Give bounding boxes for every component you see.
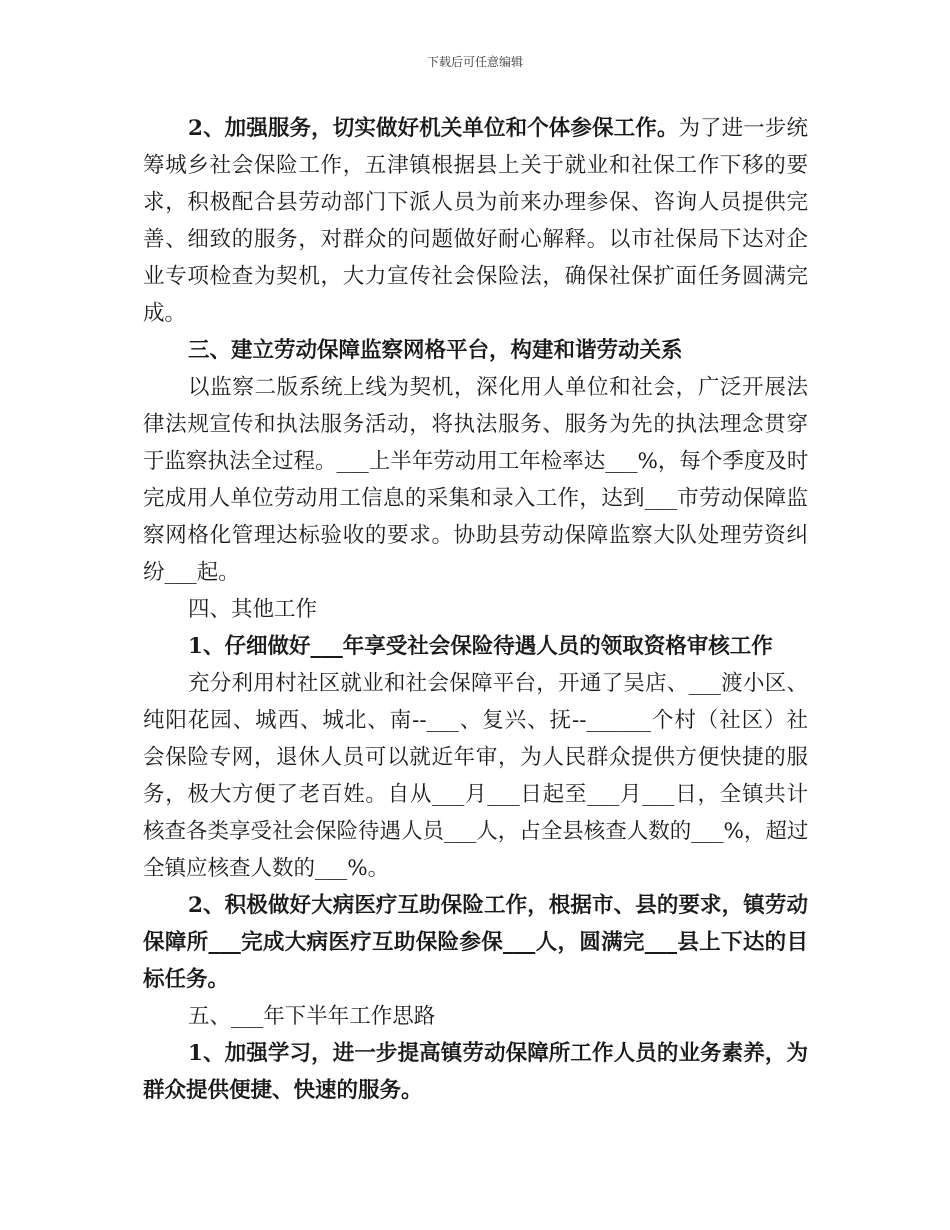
paragraph-line: 善、细致的服务，对群众的问题做好耐心解释。以市社保局下达对企 bbox=[143, 227, 808, 252]
paragraph-line: 于监察执法全过程。___上半年劳动用工年检率达___%，每个季度及时 bbox=[143, 449, 809, 474]
paragraph-line: 群众提供便捷、快速的服务。 bbox=[143, 1078, 423, 1103]
paragraph-text: 为了进一步统 bbox=[678, 116, 808, 141]
paragraph-line: 1、加强学习，进一步提高镇劳动保障所工作人员的业务素养，为 bbox=[188, 1041, 808, 1066]
paragraph-line: 全镇应核查人数的___%。 bbox=[143, 856, 390, 881]
paragraph-line: 2、积极做好大病医疗互助保险工作，根据市、县的要求，镇劳动 bbox=[188, 893, 808, 918]
paragraph-line: 核查各类享受社会保险待遇人员___人，占全县核查人数的___%，超过 bbox=[143, 819, 809, 844]
paragraph-line: 充分利用村社区就业和社会保障平台，开通了吴店、___渡小区、 bbox=[188, 671, 808, 696]
paragraph-line: 筹城乡社会保险工作，五津镇根据县上关于就业和社保工作下移的要 bbox=[143, 153, 808, 178]
paragraph-line: 察网格化管理达标验收的要求。协助县劳动保障监察大队处理劳资纠 bbox=[143, 523, 808, 548]
paragraph-line: 完成用人单位劳动用工信息的采集和录入工作，达到___市劳动保障监 bbox=[143, 486, 808, 511]
paragraph-line: 律法规宣传和执法服务活动，将执法服务、服务为先的执法理念贯穿 bbox=[143, 412, 808, 437]
section-heading: 四、其他工作 bbox=[188, 597, 318, 622]
paragraph-line: 纷___起。 bbox=[143, 560, 240, 585]
paragraph-line bbox=[143, 110, 808, 147]
paragraph-line: 保障所___完成大病医疗互助保险参保___人，圆满完___县上下达的目 bbox=[143, 930, 808, 955]
paragraph-line: 标任务。 bbox=[143, 967, 230, 992]
document-body bbox=[143, 110, 808, 1109]
paragraph-line: 求，积极配合县劳动部门下派人员为前来办理参保、咨询人员提供完 bbox=[143, 190, 808, 215]
paragraph-line: 成。 bbox=[143, 301, 187, 326]
paragraph-line: 以监察二版系统上线为契机，深化用人单位和社会，广泛开展法 bbox=[188, 375, 808, 400]
paragraph-line: 务，极大方便了老百姓。自从___月___日起至___月___日，全镇共计 bbox=[143, 782, 808, 807]
subsection-heading: 2、加强服务，切实做好机关单位和个体参保工作。 bbox=[188, 116, 679, 141]
paragraph-line: 纯阳花园、城西、城北、南--___、复兴、抚--______个村（社区）社 bbox=[143, 708, 808, 733]
paragraph-line: 会保险专网，退休人员可以就近年审，为人民群众提供方便快捷的服 bbox=[143, 745, 808, 770]
page-header-note: 下载后可任意编辑 bbox=[426, 55, 523, 69]
section-heading: 五、___年下半年工作思路 bbox=[188, 1004, 436, 1029]
subsection-heading: 1、仔细做好___年享受社会保险待遇人员的领取资格审核工作 bbox=[188, 634, 773, 659]
paragraph-line: 业专项检查为契机，大力宣传社会保险法，确保社保扩面任务圆满完 bbox=[143, 264, 808, 289]
section-heading: 三、建立劳动保障监察网格平台，构建和谐劳动关系 bbox=[188, 338, 683, 363]
